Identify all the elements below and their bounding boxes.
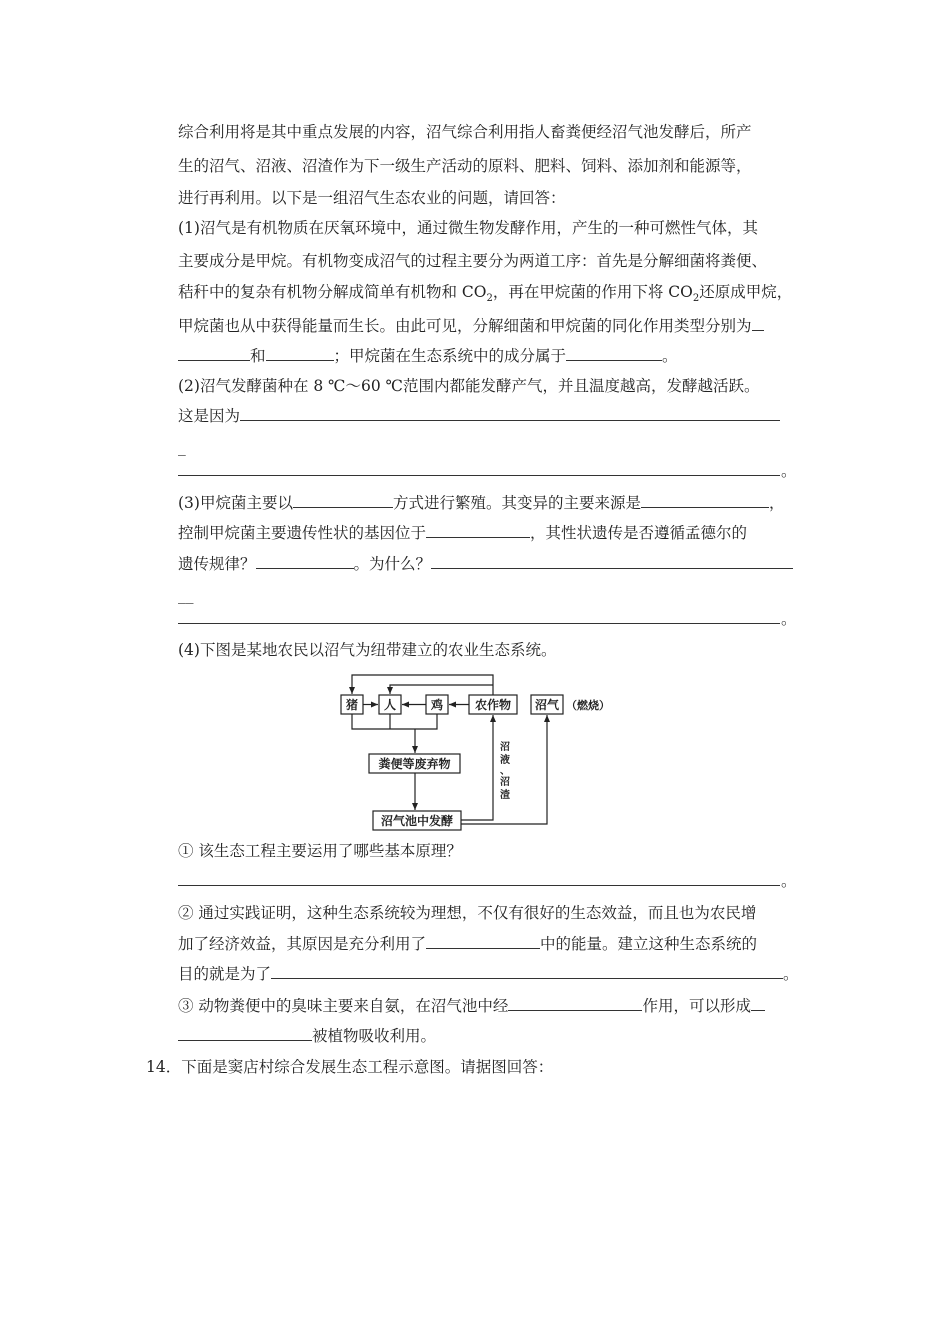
q3-e: ，其性状遗传是否遵循孟德尔的	[530, 524, 748, 542]
co2-subscript: 2	[692, 293, 700, 305]
q4-sub2-b: 中的能量。建立这种生态系统的	[540, 935, 758, 953]
node-crops: 农作物	[474, 698, 512, 712]
answer-blank[interactable]	[266, 345, 334, 361]
q1-line-3	[178, 282, 792, 309]
node-chicken: 鸡	[430, 698, 444, 712]
q2-end: 。	[781, 462, 797, 480]
co2-subscript: 2	[486, 293, 493, 305]
q4-sub3-line-1	[178, 995, 765, 1016]
q2-dash: _	[178, 438, 186, 456]
answer-blank[interactable]	[641, 492, 769, 508]
q1-line-5-mid: ；甲烷菌在生态系统中的成分属于	[333, 347, 567, 365]
q4-sub2-line-2	[178, 933, 757, 954]
node-biogas: 沼气	[534, 698, 560, 712]
answer-blank[interactable]	[431, 553, 793, 569]
answer-blank[interactable]	[240, 405, 780, 421]
q3-c: ，	[768, 494, 785, 512]
liquid-residue-label: 沼	[500, 742, 510, 753]
q4-sub3-b: 作用，可以形成	[642, 997, 751, 1015]
q1-line-4-text: 甲烷菌也从中获得能量而生长。由此可见，分解细菌和甲烷菌的同化作用类型分别为	[178, 317, 752, 335]
answer-blank[interactable]	[271, 963, 783, 979]
q3-line-3	[178, 553, 793, 574]
q3-a: (3)甲烷菌主要以	[178, 494, 293, 512]
q3-line-1	[178, 492, 785, 513]
q1-line-2: 主要成分是甲烷。有机物变成沼气的过程主要分为两道工序：首先是分解细菌将粪便、	[178, 252, 768, 270]
q2-line-2-text: 这是因为	[178, 407, 241, 425]
question-14	[146, 1057, 553, 1077]
q1-line-3b: ，再在甲烷菌的作用下将 CO	[492, 283, 693, 301]
liquid-residue-label: 渣	[500, 790, 510, 801]
node-fermentation-tank: 沼气池中发酵	[380, 814, 454, 828]
node-person: 人	[383, 698, 397, 712]
intro-line-1: 综合利用将是其中重点发展的内容，沼气综合利用指人畜粪便经沼气池发酵后，所产	[178, 123, 752, 141]
q3-b: 方式进行繁殖。其变异的主要来源是	[392, 494, 641, 512]
q4-sub1: ① 该生态工程主要运用了哪些基本原理？	[178, 842, 462, 860]
q3-end: 。	[781, 610, 797, 628]
node-pig: 猪	[345, 698, 359, 712]
q1-line-4	[178, 315, 764, 336]
q3-dash: __	[178, 586, 194, 604]
liquid-residue-label: 、	[500, 766, 510, 777]
question-number: 14．	[146, 1058, 182, 1076]
q1-line-3c: 还原成甲烷，	[699, 283, 793, 301]
q4-sub3-line-2	[178, 1025, 436, 1046]
q1-line-1: (1)沼气是有机物质在厌氧环境中，通过微生物发酵作用，产生的一种可燃性气体，其	[178, 219, 758, 237]
answer-blank[interactable]	[566, 345, 662, 361]
q3-f: 遗传规律？	[178, 555, 256, 573]
q4-sub2-a: 加了经济效益，其原因是充分利用了	[178, 935, 427, 953]
q4-intro: (4)下图是某地农民以沼气为纽带建立的农业生态系统。	[178, 641, 557, 659]
q4-sub2-line-1: ② 通过实践证明，这种生态系统较为理想，不仅有很好的生态效益，而且也为农民增	[178, 904, 757, 922]
agro-ecosystem-diagram	[338, 670, 628, 835]
biogas-burn-label: （燃烧）	[566, 699, 610, 712]
q1-end: 。	[662, 347, 678, 365]
answer-line[interactable]	[178, 885, 780, 886]
q1-line-5	[178, 345, 678, 366]
q1-line-3a: 秸秆中的复杂有机物分解成简单有机物和 CO	[178, 283, 487, 301]
question-14-text: 下面是窦店村综合发展生态工程示意图。请据图回答：	[181, 1058, 554, 1076]
q2-line-1: (2)沼气发酵菌种在 8 ℃～60 ℃范围内都能发酵产气，并且温度越高，发酵越活跃。	[178, 377, 760, 395]
q4-sub2-c: 目的就是为了	[178, 965, 272, 983]
answer-blank[interactable]	[426, 522, 530, 538]
q3-line-2	[178, 522, 747, 543]
answer-blank[interactable]	[751, 995, 765, 1011]
q4-sub1-end: 。	[781, 872, 797, 890]
q1-and: 和	[250, 347, 266, 365]
q4-sub3-a: ③ 动物粪便中的臭味主要来自氨，在沼气池中经	[178, 997, 509, 1015]
q3-d: 控制甲烷菌主要遗传性状的基因位于	[178, 524, 427, 542]
liquid-residue-label: 液	[500, 755, 510, 766]
q4-sub2-end: 。	[783, 965, 799, 983]
answer-blank[interactable]	[426, 933, 540, 949]
answer-blank[interactable]	[508, 995, 642, 1011]
answer-line[interactable]	[178, 623, 780, 624]
q4-sub2-line-3	[178, 963, 799, 984]
intro-line-2: 生的沼气、沼液、沼渣作为下一级生产活动的原料、肥料、饲料、添加剂和能源等，	[178, 157, 752, 175]
intro-line-3: 进行再利用。以下是一组沼气生态农业的问题，请回答：	[178, 189, 566, 207]
q4-sub3-c: 被植物吸收利用。	[312, 1027, 437, 1045]
liquid-residue-label: 沼	[500, 777, 510, 788]
answer-blank[interactable]	[752, 315, 764, 331]
answer-blank[interactable]	[293, 492, 393, 508]
answer-blank[interactable]	[256, 553, 354, 569]
answer-blank[interactable]	[178, 345, 250, 361]
q3-g: 。为什么？	[353, 555, 432, 573]
answer-blank[interactable]	[178, 1025, 312, 1041]
node-waste: 粪便等废弃物	[378, 757, 451, 771]
q2-line-2	[178, 405, 780, 426]
answer-line[interactable]	[178, 475, 780, 476]
